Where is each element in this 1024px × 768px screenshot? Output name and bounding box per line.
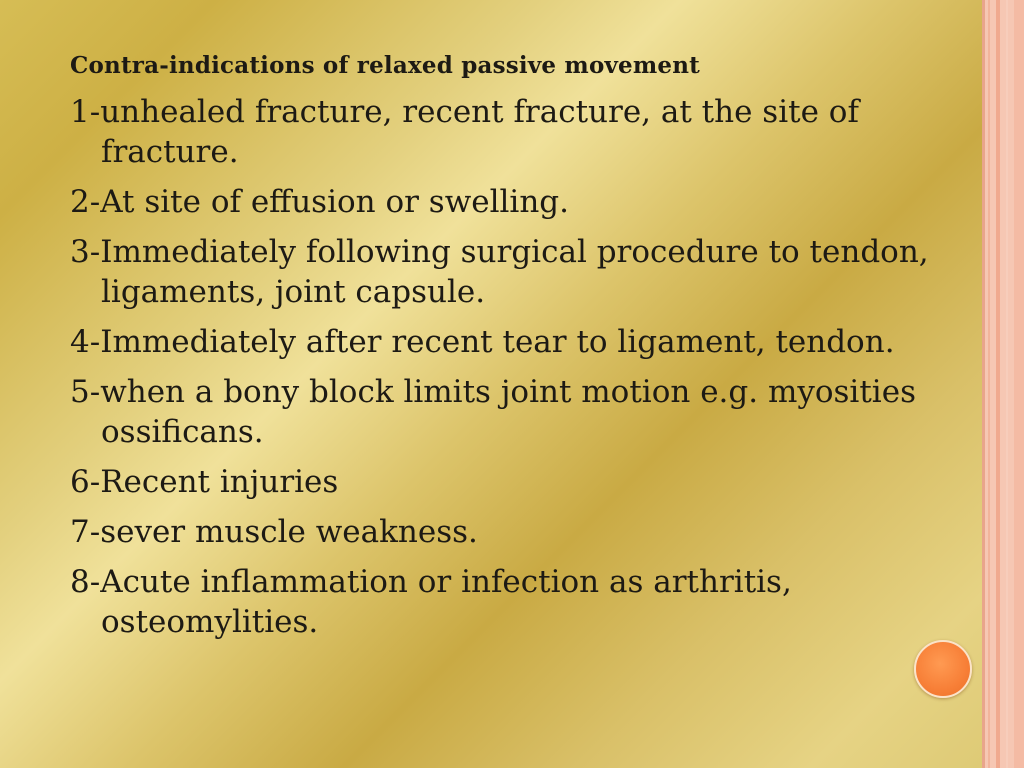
bullet-list xyxy=(70,92,930,652)
slide-title: Contra-indications of relaxed passive movement xyxy=(70,52,701,79)
orange-circle-decoration xyxy=(914,640,972,698)
list-item: 7-sever muscle weakness. xyxy=(70,514,478,550)
edge-stripe xyxy=(982,0,985,768)
list-item: 1-unhealed fracture, recent fracture, at the site of fracture. xyxy=(70,94,859,170)
edge-stripe xyxy=(988,0,990,768)
list-item: 5-when a bony block limits joint motion e.g. myosities ossificans. xyxy=(70,374,916,450)
list-item: 3-Immediately following surgical procedure to tendon, ligaments, joint capsule. xyxy=(70,234,929,310)
edge-stripe xyxy=(1014,0,1024,768)
list-item: 2-At site of effusion or swelling. xyxy=(70,184,569,220)
decorative-edge-stripes xyxy=(982,0,1024,768)
list-item: 6-Recent injuries xyxy=(70,464,339,500)
edge-stripe xyxy=(1006,0,1008,768)
list-item: 8-Acute inflammation or infection as arthritis, osteomylities. xyxy=(70,564,792,640)
list-item: 4-Immediately after recent tear to ligament, tendon. xyxy=(70,324,895,360)
edge-stripe xyxy=(996,0,1000,768)
